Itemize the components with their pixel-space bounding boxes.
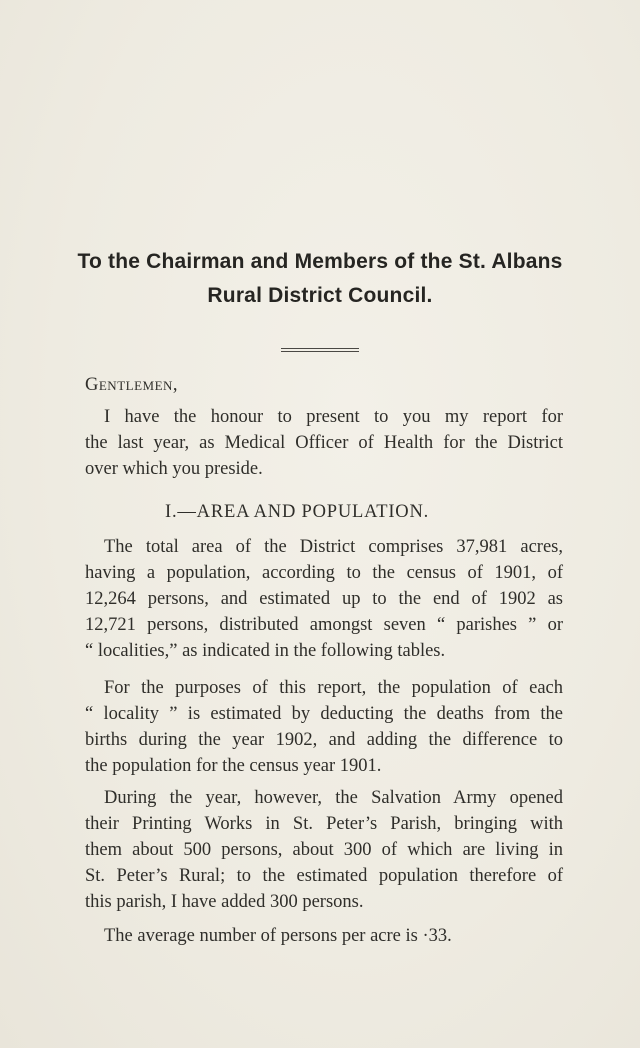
text-line: births during the year 1902, and adding the difference to [85,730,563,750]
report-heading-line-2: Rural District Council. [207,284,433,307]
text-line: The total area of the District comprises 37,981 acres, [104,537,563,557]
density-paragraph [104,923,484,949]
text-line: the population for the census year 1901. [85,756,382,776]
text-line: St. Peter’s Rural; to the estimated population therefore of [85,866,563,886]
section-title: I.—AREA AND POPULATION. [165,502,430,522]
text-line: their Printing Works in St. Peter’s Parish, bringing with [85,814,563,834]
area-paragraph [85,534,563,664]
text-line: this parish, I have added 300 persons. [85,892,364,912]
text-line: 12,264 persons, and estimated up to the end of 1902 as [85,589,563,609]
text-line: “ localities,” as indicated in the following tables. [85,641,446,661]
estimation-paragraph [85,675,563,779]
salvation-army-paragraph [85,785,563,915]
text-line: over which you preside. [85,459,263,479]
text-line: The average number of persons per acre is ·33. [104,926,452,946]
text-line: I have the honour to present to you my report for [104,407,563,427]
intro-paragraph [85,404,563,482]
text-line: the last year, as Medical Officer of Health for the District [85,433,563,453]
text-line: having a population, according to the census of 1901, of [85,563,563,583]
salutation: Gentlemen, [85,375,179,395]
decorative-divider [281,348,359,352]
text-line: For the purposes of this report, the population of each [104,678,563,698]
report-heading-line-1: To the Chairman and Members of the St. Albans [77,250,563,273]
text-line: During the year, however, the Salvation Army opened [104,788,563,808]
text-line: them about 500 persons, about 300 of which are living in [85,840,563,860]
text-line: “ locality ” is estimated by deducting the deaths from the [85,704,563,724]
text-line: 12,721 persons, distributed amongst seven “ parishes ” or [85,615,563,635]
